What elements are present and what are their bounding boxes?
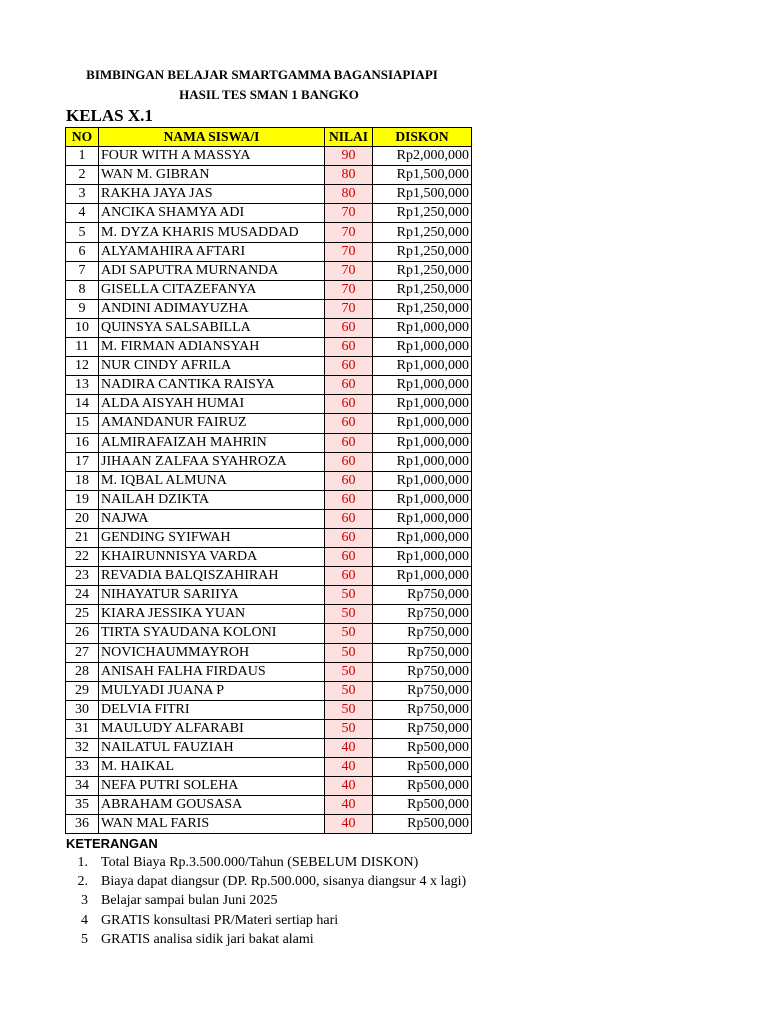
student-name-cell: ALYAMAHIRA AFTARI: [99, 242, 325, 261]
row-number-cell: 4: [66, 204, 99, 223]
student-name-cell: KIARA JESSIKA YUAN: [99, 605, 325, 624]
table-row: [66, 280, 472, 299]
table-row: [66, 357, 472, 376]
keterangan-item-number: 5: [81, 931, 88, 947]
score-cell: 60: [325, 318, 373, 337]
table-header-row: [66, 128, 472, 147]
keterangan-item-number: 1.: [77, 855, 88, 870]
table-row: [66, 414, 472, 433]
row-number-cell: 33: [66, 758, 99, 777]
score-cell: 70: [325, 242, 373, 261]
student-name-cell: DELVIA FITRI: [99, 700, 325, 719]
score-cell: 50: [325, 719, 373, 738]
table-row: [66, 299, 472, 318]
table-row: [66, 796, 472, 815]
keterangan-list: [66, 853, 466, 949]
row-number-cell: 27: [66, 643, 99, 662]
score-cell: 50: [325, 643, 373, 662]
student-name-cell: NUR CINDY AFRILA: [99, 357, 325, 376]
discount-cell: Rp1,250,000: [373, 280, 472, 299]
table-row: [66, 700, 472, 719]
table-row: [66, 452, 472, 471]
score-cell: 60: [325, 490, 373, 509]
discount-cell: Rp1,000,000: [373, 395, 472, 414]
row-number-cell: 6: [66, 242, 99, 261]
keterangan-item-text: Belajar sampai bulan Juni 2025: [101, 893, 278, 909]
row-number-cell: 25: [66, 605, 99, 624]
row-number-cell: 28: [66, 662, 99, 681]
row-number-cell: 34: [66, 777, 99, 796]
discount-cell: Rp1,000,000: [373, 471, 472, 490]
score-cell: 70: [325, 261, 373, 280]
score-cell: 60: [325, 433, 373, 452]
score-cell: 40: [325, 739, 373, 758]
keterangan-item-text: Biaya dapat diangsur (DP. Rp.500.000, sisanya diangsur 4 x lagi): [101, 874, 467, 890]
table-row: [66, 548, 472, 567]
discount-cell: Rp1,000,000: [373, 357, 472, 376]
score-cell: 60: [325, 471, 373, 490]
score-cell: 80: [325, 166, 373, 185]
score-cell: 60: [325, 357, 373, 376]
row-number-cell: 1: [66, 147, 99, 166]
discount-cell: Rp750,000: [373, 700, 472, 719]
student-name-cell: M. HAIKAL: [99, 758, 325, 777]
row-number-cell: 13: [66, 376, 99, 395]
student-name-cell: JIHAAN ZALFAA SYAHROZA: [99, 452, 325, 471]
student-name-cell: ABRAHAM GOUSASA: [99, 796, 325, 815]
table-row: [66, 719, 472, 738]
table-row: [66, 395, 472, 414]
table-row: [66, 509, 472, 528]
discount-cell: Rp750,000: [373, 719, 472, 738]
student-name-cell: NOVICHAUMMAYROH: [99, 643, 325, 662]
row-number-cell: 20: [66, 509, 99, 528]
score-cell: 60: [325, 395, 373, 414]
row-number-cell: 32: [66, 739, 99, 758]
student-name-cell: ANDINI ADIMAYUZHA: [99, 299, 325, 318]
discount-cell: Rp1,250,000: [373, 204, 472, 223]
score-cell: 90: [325, 147, 373, 166]
student-name-cell: NADIRA CANTIKA RAISYA: [99, 376, 325, 395]
score-cell: 50: [325, 624, 373, 643]
discount-cell: Rp1,000,000: [373, 548, 472, 567]
student-name-cell: M. IQBAL ALMUNA: [99, 471, 325, 490]
discount-cell: Rp1,000,000: [373, 490, 472, 509]
keterangan-item-text: GRATIS konsultasi PR/Materi sertiap hari: [101, 912, 339, 928]
student-name-cell: REVADIA BALQISZAHIRAH: [99, 567, 325, 586]
table-body: [66, 147, 472, 834]
score-cell: 40: [325, 777, 373, 796]
discount-cell: Rp1,250,000: [373, 242, 472, 261]
student-name-cell: NIHAYATUR SARIIYA: [99, 586, 325, 605]
student-name-cell: QUINSYA SALSABILLA: [99, 318, 325, 337]
row-number-cell: 22: [66, 548, 99, 567]
discount-cell: Rp2,000,000: [373, 147, 472, 166]
row-number-cell: 35: [66, 796, 99, 815]
table-row: [66, 471, 472, 490]
table-row: [66, 739, 472, 758]
table-row: [66, 242, 472, 261]
student-name-cell: MAULUDY ALFARABI: [99, 719, 325, 738]
student-name-cell: GISELLA CITAZEFANYA: [99, 280, 325, 299]
student-name-cell: WAN M. GIBRAN: [99, 166, 325, 185]
discount-cell: Rp1,250,000: [373, 223, 472, 242]
discount-cell: Rp750,000: [373, 624, 472, 643]
row-number-cell: 30: [66, 700, 99, 719]
score-cell: 60: [325, 509, 373, 528]
student-name-cell: KHAIRUNNISYA VARDA: [99, 548, 325, 567]
student-name-cell: ANCIKA SHAMYA ADI: [99, 204, 325, 223]
student-name-cell: MULYADI JUANA P: [99, 681, 325, 700]
student-name-cell: NEFA PUTRI SOLEHA: [99, 777, 325, 796]
score-cell: 70: [325, 204, 373, 223]
student-name-cell: WAN MAL FARIS: [99, 815, 325, 834]
table-row: [66, 433, 472, 452]
table-row: [66, 528, 472, 547]
score-cell: 60: [325, 414, 373, 433]
score-cell: 60: [325, 376, 373, 395]
row-number-cell: 24: [66, 586, 99, 605]
discount-cell: Rp1,000,000: [373, 528, 472, 547]
keterangan-item: [66, 853, 466, 872]
discount-cell: Rp1,000,000: [373, 433, 472, 452]
row-number-cell: 10: [66, 318, 99, 337]
title-line-2: HASIL TES SMAN 1 BANGKO: [179, 87, 359, 102]
row-number-cell: 17: [66, 452, 99, 471]
discount-cell: Rp750,000: [373, 681, 472, 700]
score-cell: 60: [325, 338, 373, 357]
results-table: [65, 127, 472, 834]
student-name-cell: AMANDANUR FAIRUZ: [99, 414, 325, 433]
discount-cell: Rp1,500,000: [373, 185, 472, 204]
student-name-cell: RAKHA JAYA JAS: [99, 185, 325, 204]
student-name-cell: GENDING SYIFWAH: [99, 528, 325, 547]
table-row: [66, 376, 472, 395]
table-row: [66, 185, 472, 204]
table-row: [66, 318, 472, 337]
score-cell: 60: [325, 528, 373, 547]
student-name-cell: FOUR WITH A MASSYA: [99, 147, 325, 166]
discount-cell: Rp500,000: [373, 758, 472, 777]
discount-cell: Rp500,000: [373, 739, 472, 758]
student-name-cell: NAILATUL FAUZIAH: [99, 739, 325, 758]
discount-cell: Rp1,000,000: [373, 338, 472, 357]
student-name-cell: NAILAH DZIKTA: [99, 490, 325, 509]
discount-cell: Rp1,000,000: [373, 376, 472, 395]
keterangan-item-number: 3: [81, 893, 88, 909]
score-cell: 60: [325, 567, 373, 586]
discount-cell: Rp500,000: [373, 796, 472, 815]
row-number-cell: 14: [66, 395, 99, 414]
keterangan-item-number: 2.: [77, 874, 88, 890]
row-number-cell: 19: [66, 490, 99, 509]
table-row: [66, 586, 472, 605]
score-cell: 50: [325, 700, 373, 719]
score-cell: 60: [325, 452, 373, 471]
row-number-cell: 7: [66, 261, 99, 280]
score-cell: 50: [325, 681, 373, 700]
table-row: [66, 338, 472, 357]
discount-cell: Rp1,000,000: [373, 452, 472, 471]
table-row: [66, 681, 472, 700]
discount-cell: Rp750,000: [373, 662, 472, 681]
student-name-cell: ANISAH FALHA FIRDAUS: [99, 662, 325, 681]
row-number-cell: 36: [66, 815, 99, 834]
row-number-cell: 15: [66, 414, 99, 433]
row-number-cell: 18: [66, 471, 99, 490]
discount-cell: Rp1,500,000: [373, 166, 472, 185]
discount-cell: Rp1,000,000: [373, 567, 472, 586]
student-name-cell: M. FIRMAN ADIANSYAH: [99, 338, 325, 357]
table-row: [66, 223, 472, 242]
row-number-cell: 8: [66, 280, 99, 299]
discount-cell: Rp1,000,000: [373, 509, 472, 528]
column-header-nama: NAMA SISWA/I: [99, 128, 325, 147]
score-cell: 70: [325, 223, 373, 242]
row-number-cell: 29: [66, 681, 99, 700]
row-number-cell: 3: [66, 185, 99, 204]
keterangan-item: [66, 872, 466, 891]
table-row: [66, 643, 472, 662]
score-cell: 70: [325, 299, 373, 318]
discount-cell: Rp1,000,000: [373, 318, 472, 337]
title-line-1: [66, 66, 472, 84]
row-number-cell: 2: [66, 166, 99, 185]
table-row: [66, 662, 472, 681]
discount-cell: Rp500,000: [373, 815, 472, 834]
row-number-cell: 11: [66, 338, 99, 357]
score-cell: 80: [325, 185, 373, 204]
row-number-cell: 21: [66, 528, 99, 547]
keterangan-item-text: GRATIS analisa sidik jari bakat alami: [101, 931, 314, 947]
keterangan-title: KETERANGAN: [66, 836, 158, 851]
row-number-cell: 23: [66, 567, 99, 586]
discount-cell: Rp750,000: [373, 586, 472, 605]
keterangan-item: [66, 891, 466, 910]
table-row: [66, 204, 472, 223]
discount-cell: Rp500,000: [373, 777, 472, 796]
student-name-cell: ALDA AISYAH HUMAI: [99, 395, 325, 414]
score-cell: 50: [325, 586, 373, 605]
table-row: [66, 147, 472, 166]
keterangan-item: [66, 930, 466, 949]
score-cell: 70: [325, 280, 373, 299]
table-row: [66, 624, 472, 643]
student-name-cell: M. DYZA KHARIS MUSADDAD: [99, 223, 325, 242]
discount-cell: Rp1,250,000: [373, 261, 472, 280]
row-number-cell: 26: [66, 624, 99, 643]
table-row: [66, 567, 472, 586]
column-header-no: NO: [66, 128, 99, 147]
score-cell: 40: [325, 815, 373, 834]
table-row: [66, 777, 472, 796]
row-number-cell: 9: [66, 299, 99, 318]
student-name-cell: ADI SAPUTRA MURNANDA: [99, 261, 325, 280]
keterangan-item-number: 4: [81, 912, 88, 928]
score-cell: 40: [325, 758, 373, 777]
table-row: [66, 261, 472, 280]
keterangan-item-text: Total Biaya Rp.3.500.000/Tahun (SEBELUM DISKON): [101, 855, 419, 870]
row-number-cell: 12: [66, 357, 99, 376]
table-row: [66, 490, 472, 509]
table-row: [66, 758, 472, 777]
discount-cell: Rp750,000: [373, 643, 472, 662]
student-name-cell: ALMIRAFAIZAH MAHRIN: [99, 433, 325, 452]
class-heading: KELAS X.1: [66, 106, 153, 125]
score-cell: 50: [325, 605, 373, 624]
column-header-nilai: NILAI: [325, 128, 373, 147]
discount-cell: Rp1,000,000: [373, 414, 472, 433]
table-row: [66, 166, 472, 185]
keterangan-item: [66, 911, 466, 930]
score-cell: 60: [325, 548, 373, 567]
student-name-cell: TIRTA SYAUDANA KOLONI: [99, 624, 325, 643]
discount-cell: Rp1,250,000: [373, 299, 472, 318]
discount-cell: Rp750,000: [373, 605, 472, 624]
title-line-1-text: BIMBINGAN BELAJAR SMARTGAMMA BAGANSIAPIAPI: [86, 67, 438, 82]
row-number-cell: 31: [66, 719, 99, 738]
score-cell: 50: [325, 662, 373, 681]
table-row: [66, 605, 472, 624]
student-name-cell: NAJWA: [99, 509, 325, 528]
row-number-cell: 16: [66, 433, 99, 452]
row-number-cell: 5: [66, 223, 99, 242]
column-header-diskon: DISKON: [373, 128, 472, 147]
table-row: [66, 815, 472, 834]
score-cell: 40: [325, 796, 373, 815]
